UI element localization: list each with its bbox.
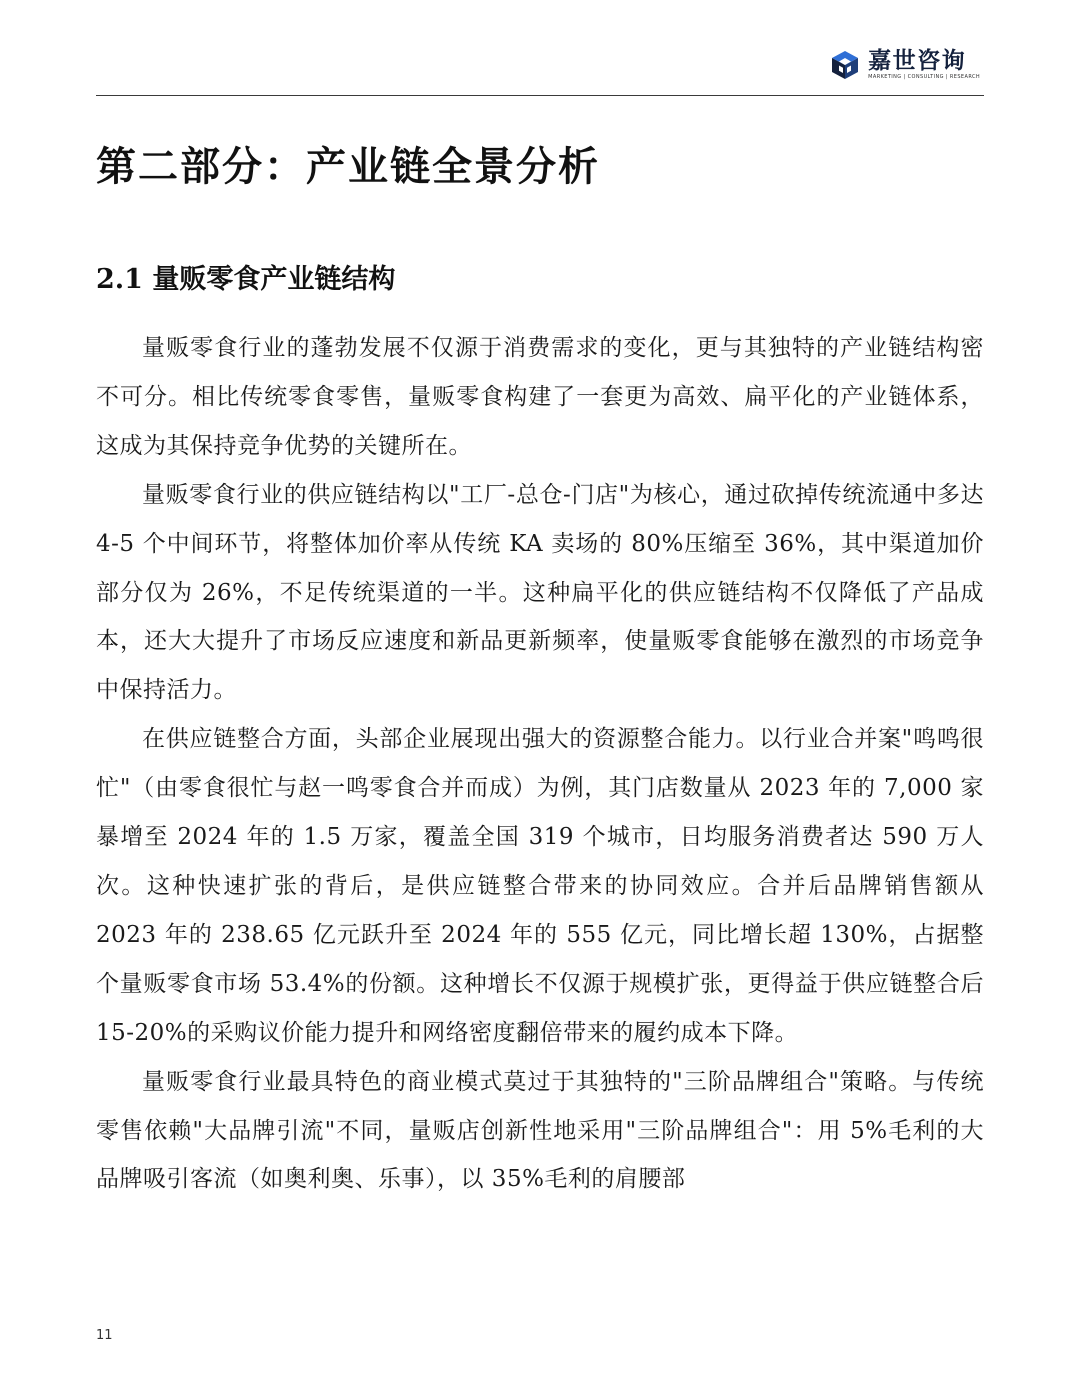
logo-name: 嘉世咨询 [868, 48, 967, 74]
header-divider [96, 95, 984, 97]
logo-text [868, 48, 980, 81]
page-number: 11 [96, 1328, 113, 1343]
paragraph: 量贩零食行业的供应链结构以"工厂-总仓-门店"为核心，通过砍掉传统流通中多达 4-5 个中间环节，将整体加价率从传统 KA 卖场的 80%压缩至 36%，其中渠道加价部分仅为 26%，不足传统渠道的一半。这种扁平化的供应链结构不仅降低了产品成本，还大大提升了市场反应速度和新品更新频率，使量贩零食能够在激烈的市场竞争中保持活力。 [96, 481, 984, 704]
page-header [96, 40, 984, 96]
brand-logo [829, 48, 980, 81]
logo-tagline: MARKETING | CONSULTING | RESEARCH [868, 74, 980, 80]
paragraph: 在供应链整合方面，头部企业展现出强大的资源整合能力。以行业合并案"鸣鸣很忙"（由零食很忙与赵一鸣零食合并而成）为例，其门店数量从 2023 年的 7,000 家暴增至 2024 年的 1.5 万家，覆盖全国 319 个城市，日均服务消费者达 590 万人次。这种快速扩张的背后，是供应链整合带来的协同效应。合并后品牌销售额从 2023 年的 238.65 亿元跃升至 2024 年的 555 亿元，同比增长超 130%，占据整个量贩零食市场 53.4%的份额。这种增长不仅源于规模扩张，更得益于供应链整合后 15-20%的采购议价能力提升和网络密度翻倍带来的履约成本下降。 [96, 726, 984, 1046]
paragraph: 量贩零食行业的蓬勃发展不仅源于消费需求的变化，更与其独特的产业链结构密不可分。相比传统零食零售，量贩零食构建了一套更为高效、扁平化的产业链体系，这成为其保持竞争优势的关键所在。 [96, 335, 984, 459]
cube-logo-icon [829, 49, 861, 81]
section-title: 第二部分：产业链全景分析 [96, 143, 600, 190]
paragraph: 量贩零食行业最具特色的商业模式莫过于其独特的"三阶品牌组合"策略。与传统零售依赖"大品牌引流"不同，量贩店创新性地采用"三阶品牌组合"：用 5%毛利的大品牌吸引客流（如奥利奥、乐事），以 35%毛利的肩腰部 [96, 1068, 984, 1193]
body-text [96, 324, 984, 1204]
subsection-title: 2.1 量贩零食产业链结构 [96, 264, 396, 295]
